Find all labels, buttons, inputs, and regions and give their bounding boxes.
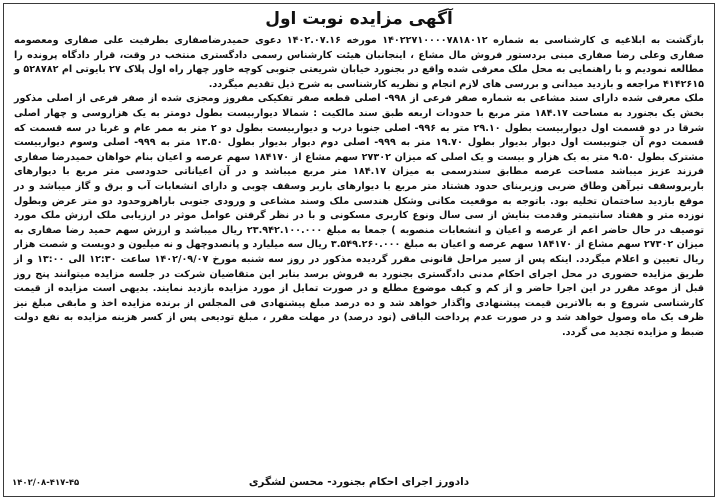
notice-title: آگهی مزایده نوبت اول [265, 9, 453, 29]
notice-paragraph-intro: بازگشت به ابلاغیه ی کارشناسی به شماره ۱۴۰۲۲۷۱۰۰۰۰۷۸۱۸۰۱۲ مورخه ۱۴۰۲.۰۷.۱۶ دعوی حمیدرضاصفاری بطرفیت علی صفاری ومعصومه صفاری وعلی رضا صفاری مبنی بردستور فروش مال مشاع ، اینجانبان هیئت کارشناس رسمی دادگستری منتخب در وقت، قرار دادگاه پرونده را مطالعه نمودیم و با راهنمایی به محل ملک معرفی شده واقع در بجنورد خیابان شریعتی جنوبی کوچه خاور چهار راه اول پلاک ۲۷ بایوتی ام ۵۲۸۷۸۲ و ۴۱۴۲۶۱۵ مراجعه و بازدید میدانی و بررسی های لازم انجام و نظریه کارشناسی به شرح ذیل تقدیم میگردد. [14, 35, 705, 90]
notice-body [14, 34, 704, 340]
notice-code: ۱۴۰۲/۰۸-۴۱۷-۴۵ [12, 478, 80, 488]
auction-notice [3, 3, 715, 497]
notice-signature: دادورز اجرای احکام بجنورد- محسن لشگری [248, 476, 470, 488]
notice-paragraph-details: ملک معرفی شده دارای سند مشاعی به شماره صفر فرعی از ۹۹۸- اصلی قطعه صفر تفکیکی مفروز ومجزی شده از صفر فرعی از اصلی مذکور بخش یک بجنورد به مساحت ۱۸۴.۱۷ متر مربع با حدودات اربعه طبق سند مالکیت : شمالا دیواربیست بطول دومتر به یک هزاروسی و چهار اصلی شرقا در دو قسمت اول دیواربیست بطول ۲۹.۱۰ متر به ۹۹۶- اصلی جنوبا درب و دیواربیست بطول دو ۲ متر به ممر عام و غربا در سه قسمت که قسمت دوم آن جنوبیست اول دیوار بدیوار بطول ۱۹.۷۰ متر به ۹۹۹- اصلی دوم دیوار بدیوار بطول ۱۳.۵۰ متر به ۹۹۹- اصلی وسوم دیواربیست مشترک بطول ۹.۵۰ متر به یک هزار و بیست و یک اصلی که میزان ۲۷۳۰۲ سهم مشاع از ۱۸۴۱۷۰ سهم عرصه و اعیان بنام خواهان حمیدرضا صفاری فرزند عزیز میباشد مساحت عرصه مطابق سندرسمی به میزان ۱۸۴.۱۷ متر مربع میباشد و در آن اعیاناتی حدودسی متر مربع با دیوارهای باربروسقف تیرآهن وطاق ضربی وزیربنای حدود هشتاد متر مربع با دیوارهای باربر وسقف چوبی و دارای انشعابات آب و برق و گاز میباشد و در موقع بازدید ساختمان تخلیه بود. باتوجه به موقعیت مکانی وشکل هندسی ملک وسند مشاعی و ورودی جنوبی باراهروحدود دو متر عرض وبطول نوزده متر و هفتاد سانتیمتر وقدمت بنایش از سی سال ونوع کاربری مسکونی و با در نظر گرفتن عوامل موثر در ارزیابی ملک ارزش ملک مورد توصیف در حال حاضر اعم از عرصه و اعیان و انشعابات منصوبه ) جمعا به مبلغ ۲۳.۹۴۲.۱۰۰.۰۰۰ ریال میباشد و ارزش سهم حمید رضا صفاری به میزان ۲۷۳۰۲ سهم مشاع از ۱۸۴۱۷۰ سهم عرصه و اعیان به مبلغ ۳.۵۴۹.۲۶۰.۰۰۰ ریال سه میلیارد و پانصدوچهل و نه میلیون و دویست و شصت هزار ریال تعیین و اعلام میگردد. اینکه پس از سیر مراحل قانونی مقرر گردیده مذکور در روز سه شنبه مورخ ۱۴۰۲/۰۹/۰۷ ساعت ۱۲:۳۰ الی ۱۳:۰۰ و از طریق مزایده حضوری در محل اجرای احکام مدنی دادگستری بجنورد به فروش برسد بنابر این متقاضیان شرکت در جلسه مزایده میتوانند پنج روز قبل از موعد مقرر در این اجرا حاضر و از کم و کیف موضوع مطلع و در صورت تمایل از مورد مزایده بازدید نمایند. بدیهی است مزایده از قیمت کارشناسی شروع و به بالاترین قیمت پیشنهادی واگذار خواهد شد و ده درصد مبلغ پیشنهادی فی المجلس از برنده مزایده اخذ و مابقی مبلغ نیز ظرف یک ماه وصول خواهد شد و در صورت عدم پرداخت الباقی (نود درصد) در مهلت مقرر ، مبلغ تودیعی پس از کسر هزینه مزایده به نفع دولت ضبط و مزایده تجدید می گردد. [14, 93, 705, 338]
